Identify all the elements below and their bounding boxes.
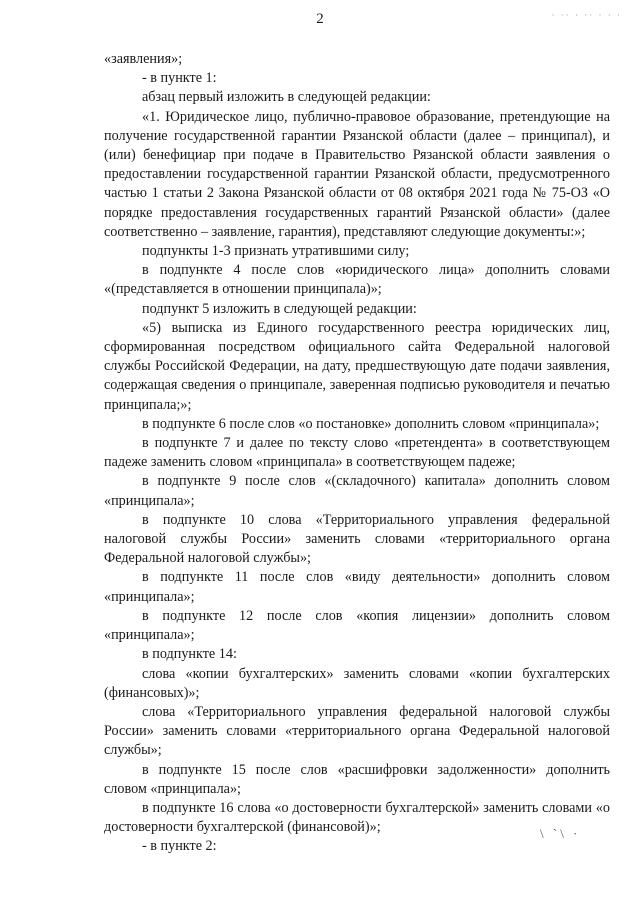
page-number: 2 — [316, 11, 324, 27]
paragraph: - в пункте 1: — [142, 70, 217, 87]
paragraph: слова «копии бухгалтерских» заменить словами «копии бухгалтерских (финансовых)»; — [104, 665, 610, 701]
paragraph: «заявления»; — [104, 51, 183, 67]
paragraph: подпункты 1-3 признать утратившими силу; — [142, 243, 410, 260]
scan-artifact: · ·· · ·· · · · — [551, 10, 622, 20]
paragraph: в подпункте 9 после слов «(складочного) капитала» дополнить словом «принципала»; — [104, 473, 610, 509]
paragraph: слова «Территориального управления федеральной налоговой службы России» заменить словами «территориального органа Федеральной налоговой службы»; — [104, 703, 610, 759]
paragraph: в подпункте 7 и далее по тексту слово «претендента» в соответствующем падеже заменить словом «принципала» в соответствующем падеже; — [104, 435, 610, 471]
scan-artifact: \ `\ · — [540, 826, 581, 841]
paragraph: «1. Юридическое лицо, публично-правовое образование, претендующие на получение государственной гарантии Рязанской области (далее – принципал), и (или) бенефициар при подаче в Правительство Рязанской области заявления о предоставлении государственной гарантии Рязанской области, предусмотренного частью 1 статьи 2 Закона Рязанской области от 08 октября 2021 года № 75-ОЗ «О порядке предоставления государственных гарантий Рязанской области» (далее соответственно – заявление, гарантия), представляют следующие документы:»; — [104, 108, 610, 240]
paragraph: абзац первый изложить в следующей редакции: — [142, 89, 431, 106]
paragraph: «5) выписка из Единого государственного реестра юридических лиц, сформированная посредством официального сайта Федеральной налоговой службы Российской Федерации, на дату, предшествующую дате подачи заявления, содержащая сведения о принципале, заверенная подписью руководителя и печатью принципала;»; — [104, 319, 610, 413]
paragraph: в подпункте 10 слова «Территориального управления федеральной налоговой службы России» заменить словами «территориального органа Федеральной налоговой службы»; — [104, 511, 610, 567]
paragraph: в подпункте 11 после слов «виду деятельности» дополнить словом «принципала»; — [104, 569, 610, 605]
paragraph: - в пункте 2: — [142, 838, 217, 855]
paragraph: подпункт 5 изложить в следующей редакции: — [142, 300, 417, 317]
paragraph: в подпункте 6 после слов «о постановке» дополнить словом «принципала»; — [142, 415, 600, 432]
paragraph: в подпункте 15 после слов «расшифровки задолженности» дополнить словом «принципала»; — [104, 761, 610, 797]
paragraph: в подпункте 12 после слов «копия лицензии» дополнить словом «принципала»; — [104, 607, 610, 644]
paragraph: в подпункте 4 после слов «юридического лица» дополнить словами «(представляется в отношении принципала)»; — [104, 262, 610, 298]
paragraph: в подпункте 16 слова «о достоверности бухгалтерской» заменить словами «о достоверности бухгалтерской (финансовой)»; — [104, 799, 610, 836]
paragraph: в подпункте 14: — [142, 646, 237, 663]
document-body — [104, 50, 610, 857]
